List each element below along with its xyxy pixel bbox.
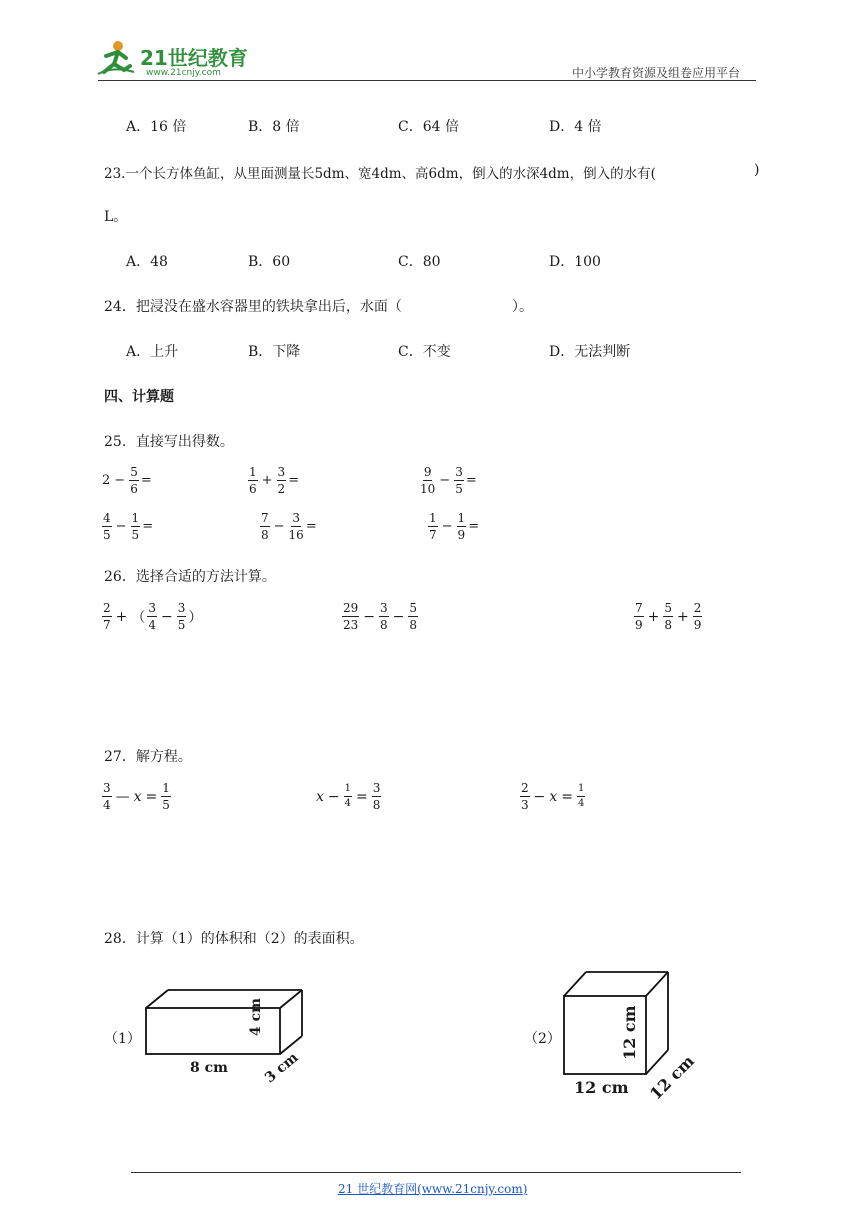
fraction: $\frac{29}{23}$ [343, 601, 359, 632]
operator: − [273, 519, 285, 534]
q22-option-b: B．8 倍 [248, 119, 300, 135]
fraction: $\frac{5}{8}$ [664, 601, 673, 632]
fraction: $\frac{1}{6}$ [249, 465, 257, 496]
fraction: $\frac{5}{6}$ [130, 465, 138, 496]
q25-expr-4 [102, 512, 153, 541]
q23-option-b: B．60 [248, 254, 291, 270]
q26-expr-1 [102, 602, 202, 631]
fraction: $\frac{3}{4}$ [103, 781, 111, 812]
figure-2-label: （2） [524, 1031, 561, 1047]
operator: − [439, 473, 451, 488]
fraction: $\frac{7}{9}$ [635, 601, 643, 632]
section-title: 四、计算题 [104, 389, 174, 405]
operator: − [115, 519, 127, 534]
operator: + [115, 608, 128, 625]
figure-1-length-label: 8 cm [190, 1060, 228, 1076]
runner-logo-icon [96, 38, 136, 78]
operator: + [677, 608, 689, 625]
operator: − [441, 519, 453, 534]
equals: = [142, 519, 154, 534]
q25-expr-1 [102, 466, 152, 495]
q23-stem: 23.一个长方体鱼缸，从里面测量长5dm、宽4dm、高6dm，倒入的水深4dm，倒入的水有( [104, 166, 656, 182]
equals: = [468, 519, 480, 534]
fraction: $\frac{4}{5}$ [103, 511, 111, 542]
figure-2-height-label: 12 cm [620, 1005, 639, 1060]
q22-option-a: A．16 倍 [126, 119, 187, 135]
q27-equation-2 [316, 782, 381, 811]
q23-close-paren: ) [754, 162, 760, 178]
fraction: $\frac{2}{7}$ [103, 601, 111, 632]
operator: − [533, 788, 546, 805]
fraction: $\frac{1}{4}$ [578, 783, 585, 809]
equals: = [465, 473, 477, 488]
q23-continuation: L。 [104, 209, 128, 225]
fraction: $\frac{3}{2}$ [277, 465, 286, 496]
variable: x [316, 788, 324, 805]
operator: − [161, 608, 173, 625]
cube-figure [556, 966, 676, 1082]
fraction: $\frac{1}{5}$ [162, 781, 170, 812]
equals: = [140, 473, 152, 488]
header-platform-text: 中小学教育资源及组卷应用平台 [572, 66, 741, 80]
equals: = [145, 788, 158, 805]
footer-divider [131, 1172, 741, 1173]
q25-expr-2 [248, 466, 299, 495]
q27-equation-1 [102, 782, 171, 811]
q23-option-a: A．48 [126, 254, 168, 270]
fraction: $\frac{1}{5}$ [131, 511, 140, 542]
equals: = [356, 788, 368, 805]
fraction: $\frac{1}{7}$ [429, 511, 437, 542]
q23-option-c: C．80 [398, 254, 441, 270]
q22-option-d: D．4 倍 [549, 119, 602, 135]
fraction: $\frac{1}{9}$ [457, 511, 466, 542]
q26-stem: 26．选择合适的方法计算。 [104, 569, 276, 585]
fraction: $\frac{3}{16}$ [288, 511, 304, 542]
figure-1-label: （1） [104, 1031, 141, 1047]
fraction: $\frac{9}{10}$ [420, 465, 436, 496]
equals: = [288, 473, 300, 488]
fraction: $\frac{3}{8}$ [380, 601, 388, 632]
footer-site-link[interactable]: 21 世纪教育网(www.21cnjy.com) [338, 1182, 528, 1196]
fraction: $\frac{3}{5}$ [455, 465, 463, 496]
q28-stem: 28．计算（1）的体积和（2）的表面积。 [104, 931, 364, 947]
logo-url-text: www.21cnjy.com [146, 68, 221, 78]
q25-expr-3 [420, 466, 477, 495]
q25-expr-6 [428, 512, 479, 541]
variable: x [549, 788, 558, 805]
fraction: $\frac{3}{4}$ [148, 601, 157, 632]
q24-close: ）。 [512, 299, 533, 315]
q24-stem: 24．把浸没在盛水容器里的铁块拿出后，水面（ [104, 299, 402, 315]
operator: − [363, 608, 376, 625]
q26-expr-2 [342, 602, 418, 631]
equals: = [561, 788, 574, 805]
left-paren: （ [131, 609, 146, 626]
operator: + [261, 473, 273, 488]
figure-2-width-label: 12 cm [646, 1051, 698, 1104]
fraction: $\frac{1}{4}$ [344, 783, 352, 809]
operator: − [392, 608, 405, 625]
q25-stem: 25．直接写出得数。 [104, 434, 234, 450]
equals: = [305, 519, 317, 534]
q23-option-d: D．100 [549, 254, 601, 270]
operator: + [647, 608, 660, 625]
figure-1-height-label: 4 cm [248, 998, 264, 1036]
logo-main-text: 21世纪教育 [140, 46, 248, 70]
q22-option-c: C．64 倍 [398, 119, 459, 135]
q26-expr-3 [634, 602, 702, 631]
right-paren: ） [188, 609, 203, 626]
variable: x [133, 788, 142, 805]
logo [96, 38, 256, 80]
operator: — [115, 788, 130, 805]
q27-stem: 27．解方程。 [104, 749, 192, 765]
q24-option-a: A．上升 [126, 344, 179, 360]
figure-2-length-label: 12 cm [574, 1078, 629, 1097]
q24-option-c: C．不变 [398, 344, 451, 360]
q24-option-b: B．下降 [248, 344, 301, 360]
figure-1-width-label: 3 cm [262, 1049, 302, 1087]
header-divider [98, 80, 756, 81]
fraction: $\frac{5}{8}$ [409, 601, 418, 632]
operator: − [114, 473, 126, 488]
fraction: $\frac{2}{3}$ [521, 781, 529, 812]
q25-expr-5 [260, 512, 317, 541]
fraction: $\frac{3}{5}$ [177, 601, 186, 632]
fraction: $\frac{3}{8}$ [372, 781, 381, 812]
q27-equation-3 [520, 782, 585, 811]
fraction: $\frac{7}{8}$ [261, 511, 269, 542]
operator: − [327, 788, 340, 805]
fraction: $\frac{2}{9}$ [693, 601, 702, 632]
whole-number: 2 [102, 473, 111, 488]
q24-option-d: D．无法判断 [549, 344, 631, 360]
